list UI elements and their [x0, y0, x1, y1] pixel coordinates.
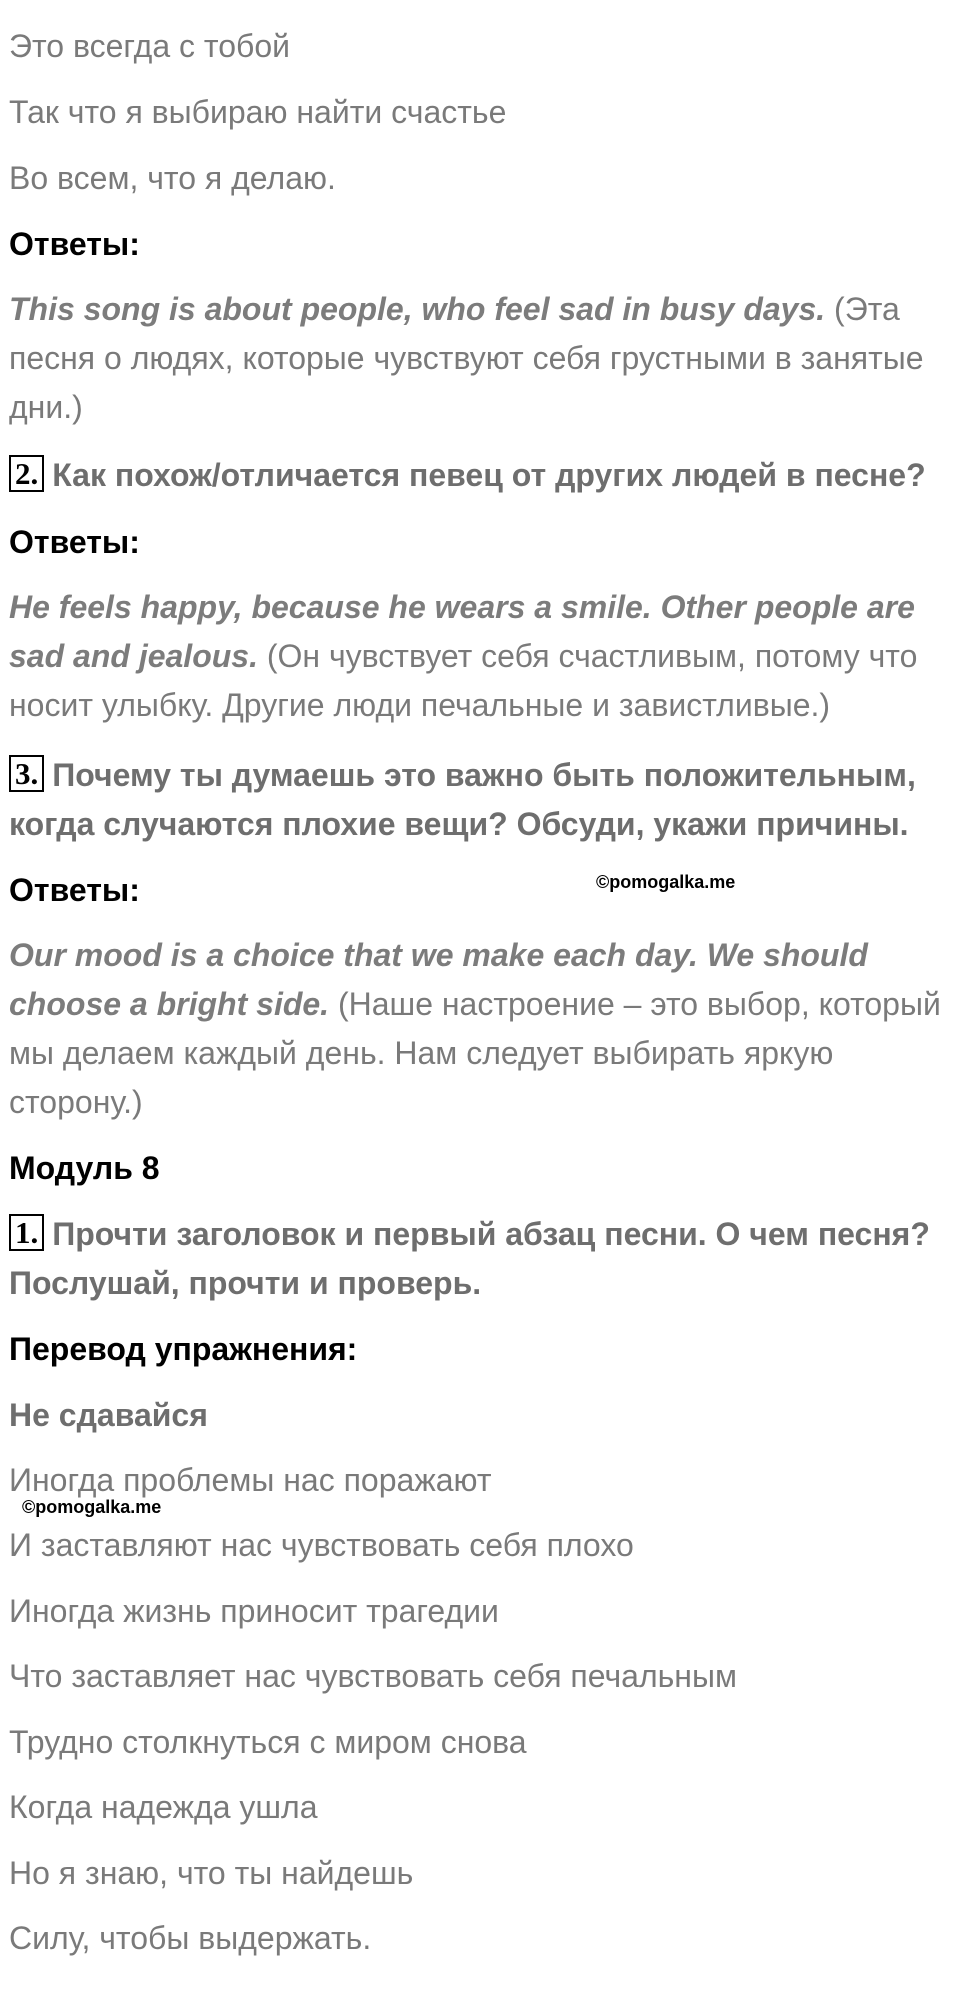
lyric-line: Во всем, что я делаю. [9, 160, 336, 196]
question-number-box: 2. [9, 455, 44, 492]
answer-2-translation: (Он чувствует себя счастливым, потому что носит улыбку. Другие люди печальные и завистливые.) [9, 638, 918, 723]
lyric-line: Это всегда с тобой [9, 28, 290, 64]
module-title: Модуль 8 [9, 1150, 160, 1186]
watermark-text: ©pomogalka.me [22, 1497, 162, 1517]
answer-3-english: Our mood is a choice that we make each day. We should choose a bright side. [9, 937, 868, 1022]
lyric-line: Иногда жизнь приносит трагедии [9, 1593, 499, 1629]
answer-1-translation: (Эта песня о людях, которые чувствуют себя грустными в занятые дни.) [9, 291, 924, 425]
lyric-line: Когда надежда ушла [9, 1789, 318, 1825]
watermark-text: ©pomogalka.me [596, 872, 736, 892]
question-2-text: Как похож/отличается певец от других людей в песне? [52, 457, 926, 493]
question-3-text: Почему ты думаешь это важно быть положительным, когда случаются плохие вещи? Обсуди, укажи причины. [9, 757, 916, 842]
answers-label: Ответы: [9, 524, 140, 560]
answer-1 [9, 285, 954, 432]
lyric-line: Что заставляет нас чувствовать себя печальным [9, 1658, 737, 1694]
translation-label: Перевод упражнения: [9, 1331, 358, 1367]
lyric-line: Трудно столкнуться с миром снова [9, 1724, 527, 1760]
lyric-line: Но я знаю, что ты найдешь [9, 1855, 414, 1891]
answer-1-english: This song is about people, who feel sad in busy days. [9, 291, 826, 327]
answer-2-english: He feels happy, because he wears a smile. Other people are sad and jealous. [9, 589, 915, 674]
lyric-line: Так что я выбираю найти счастье [9, 94, 507, 130]
question-number-box: 3. [9, 755, 44, 792]
answers-label: Ответы: [9, 226, 140, 262]
question-2 [9, 451, 926, 500]
answers-label: Ответы: [9, 872, 140, 908]
answer-3-translation: (Наше настроение – это выбор, который мы делаем каждый день. Нам следует выбирать яркую сторону.) [9, 986, 941, 1120]
lyric-line: И заставляют нас чувствовать себя плохо [9, 1527, 634, 1563]
answer-3 [9, 931, 954, 1127]
lyric-line: Силу, чтобы выдержать. [9, 1920, 372, 1956]
answer-2 [9, 583, 954, 730]
song-title: Не сдавайся [9, 1397, 208, 1433]
question-3 [9, 751, 954, 849]
question-1-text: Прочти заголовок и первый абзац песни. О чем песня? Послушай, прочти и проверь. [9, 1216, 930, 1301]
lyric-line: Иногда проблемы нас поражают [9, 1462, 492, 1498]
question-number-box: 1. [9, 1214, 44, 1251]
question-1 [9, 1210, 954, 1308]
